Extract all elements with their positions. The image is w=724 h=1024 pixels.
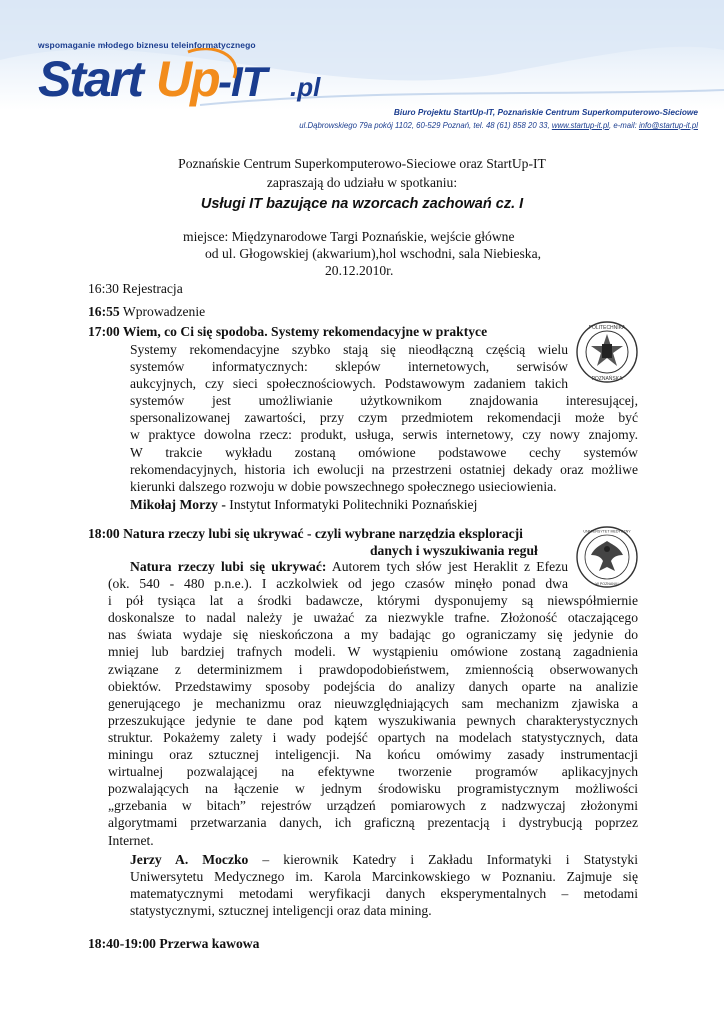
svg-text:POLITECHNIKA: POLITECHNIKA — [588, 325, 626, 331]
talk1-speaker-affiliation: Instytut Informatyki Politechniki Poznańskiej — [225, 497, 478, 512]
svg-text:.pl: .pl — [290, 72, 321, 102]
agenda-introduction — [88, 303, 205, 320]
text-line: miningu oraz sztucznej inteligencji. Na końcu omówimy zasady instrumentacji — [108, 747, 638, 763]
talk2-heading-2: danych i wyszukiwania reguł — [370, 543, 538, 558]
email-link[interactable]: info@startup-it.pl — [638, 121, 698, 130]
text-line: Internet. — [108, 832, 154, 848]
place-line-1: miejsce: Międzynarodowe Targi Poznańskie, wejście główne — [183, 229, 515, 244]
text-line: spersonalizowanej zawartości, przy czym przedmiotem rekomendacji może być — [130, 410, 638, 426]
place-line-2: od ul. Głogowskiej (akwarium),hol wschodni, sala Niebieska, — [205, 246, 542, 261]
talk2-abstract — [108, 558, 638, 849]
email-prefix: , e-mail: — [609, 121, 639, 130]
text-line: aukcyjnych, czy sieci społecznościowych. Podstawowym zadaniem takich — [130, 376, 568, 392]
event-date: 20.12.2010r. — [325, 263, 394, 278]
text-line: mniej lub bardziej trafnych modeli. W wystąpieniu omówione zostaną zagadnienia — [108, 644, 638, 660]
text-line: Uniwersytetu Medycznego im. Karola Marcinkowskiego w Poznaniu. Zajmuje się — [130, 869, 638, 885]
svg-text:Start: Start — [38, 51, 142, 107]
agenda-break: 18:40-19:00 Przerwa kawowa — [88, 936, 260, 951]
text-line: w praktyce dowolna rzecz: produkt, usługa, serwis internetowy, czy nowy znajomy. — [130, 427, 638, 443]
intro-line-2: zapraszają do udziału w spotkaniu: — [266, 175, 458, 190]
text-line: Natura rzeczy lubi się ukrywać: Autorem tych słów jest Heraklit z Efezu — [130, 559, 568, 574]
letterhead — [0, 0, 724, 138]
text-line: systemów informatycznych: sklepów internetowych, serwisów — [130, 359, 568, 375]
text-line: kierunki dalszego rozwoju w dobie powszechnego społecznego usieciowienia. — [130, 478, 557, 494]
text-line: Jerzy A. Moczko – kierownik Katedry i Zakładu Informatyki i Statystyki — [130, 852, 638, 867]
intro-line-1: Poznańskie Centrum Superkomputerowo-Sieciowe oraz StartUp-IT — [178, 156, 546, 171]
svg-text:-IT: -IT — [218, 58, 267, 105]
text-line: i pół tysiąca lat a środki badawcze, którymi dysponujemy są niewspółmiernie — [108, 593, 638, 609]
talk1-heading: 17:00 Wiem, co Ci się spodoba. Systemy rekomendacyjne w praktyce — [88, 324, 488, 339]
text-line: doskonalsze to nadal należy je uważać za niezwykle trafne. Złożoność otaczającego — [108, 610, 638, 626]
text-line: przeszukujące jedynie te dane pod kątem wyszukiwania pewnych charakterystycznych — [108, 712, 638, 728]
text-line: nas świata wydaje się nieskończona a my badając go ograniczamy się jedynie do — [108, 627, 638, 643]
text-line: Systemy rekomendacyjne szybko stają się nieodłączną częścią wielu — [130, 342, 568, 357]
text-line: pozwalających na łączenie w jednym środowisku programistycznym możliwości — [108, 781, 638, 797]
talk1-abstract — [130, 341, 638, 495]
website-link[interactable]: www.startup-it.pl — [551, 121, 610, 130]
text-line: algorytmami przetwarzania danych, ich graficzną prezentacją i dystrybucją poprzez — [108, 815, 638, 831]
text-line: wirtualnej pozwalającej na efektywne tworzenie programów aplikacyjnych — [108, 764, 638, 780]
intro-time: 16:55 — [88, 304, 120, 319]
talk2-speaker — [130, 851, 638, 919]
text-line: „grzebania w bitach” rejestrów urządzeń pomiarowych z nadzwyczaj złożonymi — [108, 798, 638, 814]
address-text: ul.Dąbrowskiego 79a pokój 1102, 60-529 Poznań, tel. 48 (61) 858 20 33, — [299, 121, 552, 130]
text-line: matematycznymi metodami weryfikacji danych eksperymentalnych – metodami — [130, 886, 638, 902]
project-office: Biuro Projektu StartUp-IT, Poznańskie Centrum Superkomputerowo-Sieciowe — [393, 107, 698, 117]
svg-text:Up: Up — [156, 51, 219, 107]
text-line: (ok. 540 - 480 p.n.e.). I aczkolwiek od jego czasów minęło ponad dwa — [108, 576, 568, 592]
startup-it-logo — [38, 48, 348, 108]
talk2-heading-1: 18:00 Natura rzeczy lubi się ukrywać - czyli wybrane narzędzia eksploracji — [88, 526, 523, 541]
text-line: statystycznymi, sztucznej inteligencji oraz data mining. — [130, 903, 432, 919]
talk2-lead: Natura rzeczy lubi się ukrywać: — [130, 559, 327, 574]
talk1-speaker-name: Mikołaj Morzy - — [130, 497, 226, 512]
text-line: W trakcie wykładu zostaną omówione podstawowe cechy systemów — [130, 444, 638, 460]
text-line: generującego je mechanizmu oraz nieuwzględniających sam mechanizm zjawiska a — [108, 695, 638, 711]
text-line: rekomendacyjnych, historia ich ewolucji na przestrzeni ostatniej dekady oraz możliwe — [130, 461, 638, 477]
talk1-speaker — [130, 496, 477, 513]
agenda-registration: 16:30 Rejestracja — [88, 281, 183, 296]
intro-label: Wprowadzenie — [119, 304, 206, 319]
text-line: struktur. Pokażemy zalety i wady podejść opartych na modelach statystycznych, data — [108, 729, 638, 745]
text-line: obiektów. Przedstawimy sposoby podejścia do analizy danych oparte na analizie — [108, 678, 638, 694]
event-title: Usługi IT bazujące na wzorcach zachowań cz. I — [200, 196, 524, 212]
contact-address — [299, 121, 698, 130]
svg-text:W POZNANIU: W POZNANIU — [595, 582, 619, 586]
svg-text:UNIWERSYTET MEDYCZNY: UNIWERSYTET MEDYCZNY — [583, 529, 631, 534]
text-line: systemów jest umożliwianie użytkownikom znajdowania interesującej, — [130, 393, 638, 409]
svg-text:POZNAŃSKA: POZNAŃSKA — [591, 376, 623, 382]
header-tagline: wspomaganie młodego biznesu teleinformatycznego — [38, 40, 256, 50]
talk2-speaker-name: Jerzy A. Moczko — [130, 852, 249, 867]
text-line: związane z determinizmem i prawdopodobieństwem, zmiennością obserwowanych — [108, 661, 638, 677]
